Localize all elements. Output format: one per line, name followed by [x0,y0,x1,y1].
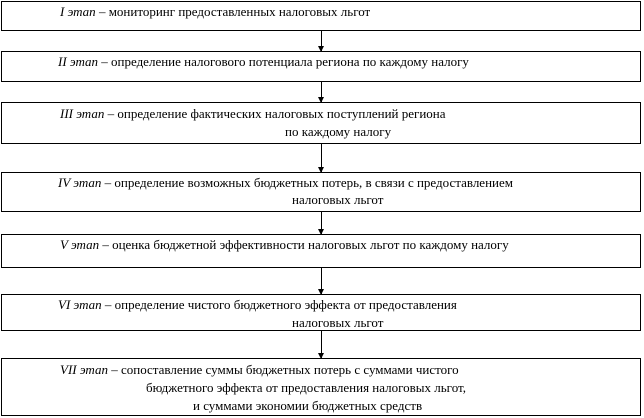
arrow-2-3 [321,82,322,102]
stage-3-line-2: по каждому налогу [285,124,392,139]
stage-5-line-1 [60,237,509,252]
arrow-3-4 [321,144,322,172]
stage-1-line-1 [60,4,370,19]
arrow-1-2 [321,31,322,51]
stage-3-text: – определение фактических налоговых поступлений региона [107,106,446,121]
stage-2-text: – определение налогового потенциала региона по каждому налогу [101,54,469,69]
stage-1-name: I этап [60,4,96,19]
arrow-4-5 [321,212,322,234]
stage-7-line-3: и суммами экономии бюджетных средств [193,398,423,413]
arrow-6-7 [321,331,322,358]
stage-2-line-1 [58,54,469,69]
stage-4-name: IV этап [58,175,102,190]
stage-6-name: VI этап [58,297,102,312]
stage-7-text: – сопоставление суммы бюджетных потерь с суммами чистого [111,362,459,377]
stage-6-line-2: налоговых льгот [292,315,384,330]
stage-6-line-1 [58,297,457,312]
stage-4-text: – определение возможных бюджетных потерь, в связи с предоставлением [104,175,513,190]
arrow-5-6 [321,268,322,294]
stage-2-name: II этап [58,54,99,69]
stage-4-line-2: налоговых льгот [292,192,384,207]
stage-1-text: – мониторинг предоставленных налоговых льгот [98,4,371,19]
stage-7-line-2: бюджетного эффекта от предоставления налоговых льгот, [146,380,466,395]
stage-4-line-1 [58,175,513,190]
stage-3-name: III этап [60,106,105,121]
stage-5-name: V этап [60,237,100,252]
stage-3-line-1 [60,106,446,121]
stage-7-line-1 [60,362,459,377]
stage-7-name: VII этап [60,362,108,377]
stage-5-text: – оценка бюджетной эффективности налоговых льгот по каждому налогу [102,237,509,252]
stage-6-text: – определение чистого бюджетного эффекта от предоставления [104,297,457,312]
